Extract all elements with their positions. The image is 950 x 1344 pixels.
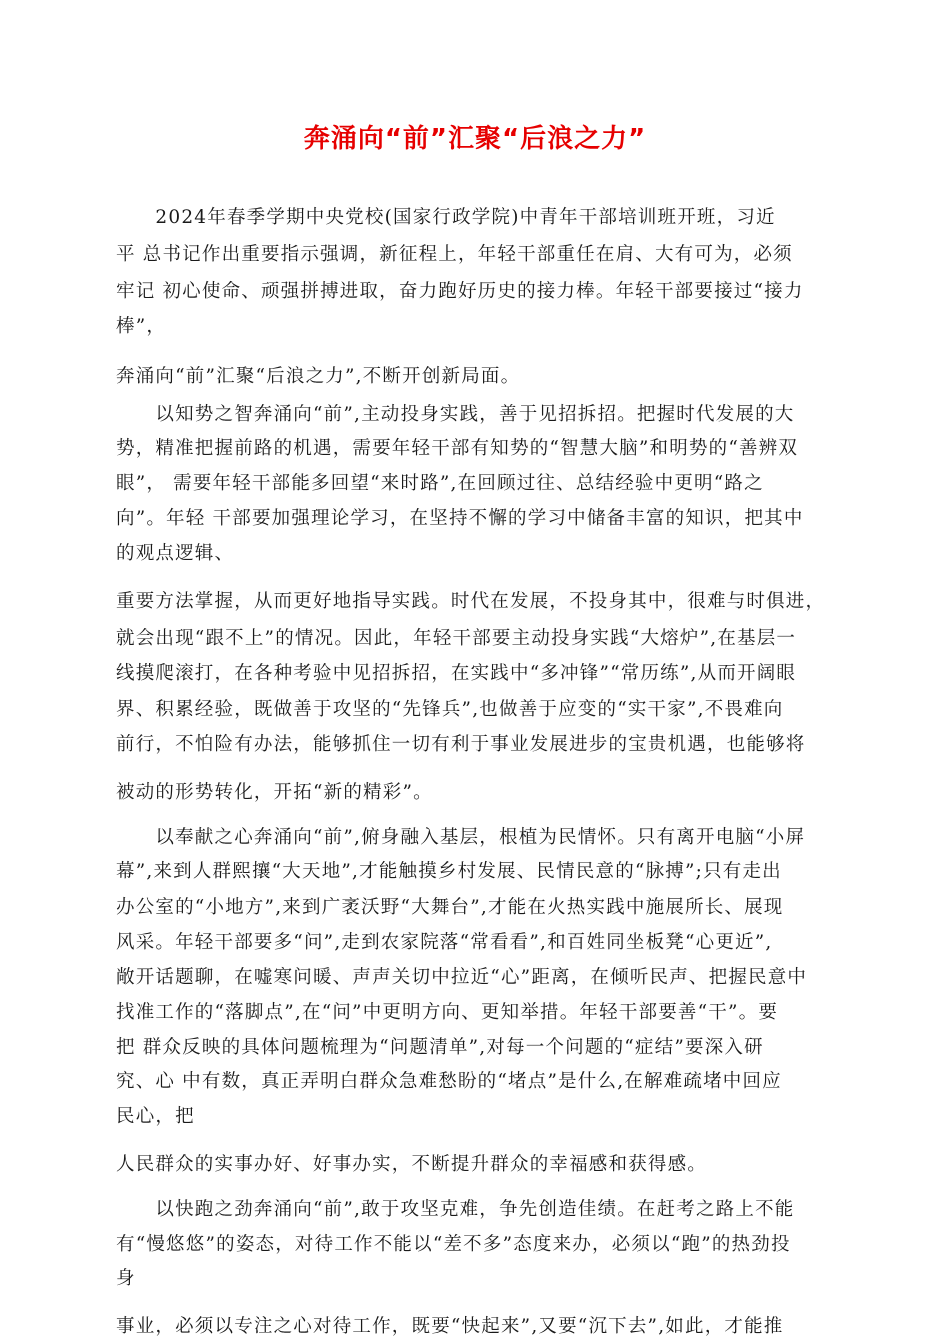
text-line: 被动的形势转化，开拓“新的精彩”。 [116,782,433,803]
text-line: 棒”， [116,316,167,337]
text-line: 幕”,来到人群熙攘“大天地”,才能触摸乡村发展、民情民意的“脉搏”;只有走出 [116,861,782,882]
text-line: 事业，必须以专注之心对待工作，既要“快起来”,又要“沉下去”,如此，才能推 [116,1316,784,1337]
text-line: 有“慢悠悠”的姿态，对待工作不能以“差不多”态度来办，必须以“跑”的热劲投 [116,1234,791,1255]
text-line: 敞开话题聊，在嘘寒问暖、声声关切中拉近“心”距离，在倾听民声、把握民意中 [116,967,808,988]
text-line: 民心，把 [116,1106,195,1127]
text-line: 找准工作的“落脚点”,在“问”中更明方向、更知举措。年轻干部要善“干”。要 [116,1002,779,1023]
text-line: 势，精准把握前路的机遇，需要年轻干部有知势的“智慧大脑”和明势的“善辨双 [116,438,799,459]
text-line: 把 群众反映的具体问题梳理为“问题清单”,对每一个问题的“症结”要深入研 [116,1037,764,1058]
text-line: 眼”， 需要年轻干部能多回望“来时路”,在回顾过往、总结经验中更明“路之 [116,473,764,494]
text-line: 牢记 初心使命、顽强拼搏进取，奋力跑好历史的接力棒。年轻干部要接过“接力 [116,281,804,302]
text-line: 前行，不怕险有办法，能够抓住一切有利于事业发展进步的宝贵机遇，也能够将 [116,734,806,755]
text-line: 界、积累经验，既做善于攻坚的“先锋兵”,也做善于应变的“实干家”,不畏难向 [116,699,784,720]
text-line: 办公室的“小地方”,来到广袤沃野“大舞台”,才能在火热实践中施展所长、展现 [116,897,784,918]
text-line: 以快跑之劲奔涌向“前”,敢于攻坚克难，争先创造佳绩。在赶考之路上不能 [116,1199,795,1220]
text-line: 就会出现“跟不上”的情况。因此，年轻干部要主动投身实践“大熔炉”,在基层一 [116,628,797,649]
text-line: 身 [116,1268,136,1289]
text-line: 向”。年轻 干部要加强理论学习，在坚持不懈的学习中储备丰富的知识，把其中 [116,508,804,529]
text-line: 究、心 中有数，真正弄明白群众急难愁盼的“堵点”是什么,在解难疏堵中回应 [116,1071,782,1092]
text-line: 的观点逻辑、 [116,543,235,564]
text-line: 以奉献之心奔涌向“前”,俯身融入基层，根植为民情怀。只有离开电脑“小屏 [116,827,806,848]
text-line: 人民群众的实事办好、好事办实，不断提升群众的幸福感和获得感。 [116,1154,708,1175]
text-line: 奔涌向“前”汇聚“后浪之力”,不断开创新局面。 [116,366,521,387]
text-line: 以知势之智奔涌向“前”,主动投身实践，善于见招拆招。把握时代发展的大 [116,404,795,425]
document-title: 奔涌向“前”汇聚“后浪之力” [303,124,647,154]
text-line: 2024年春季学期中央党校(国家行政学院)中青年干部培训班开班，习近 [116,207,776,228]
text-line: 重要方法掌握，从而更好地指导实践。时代在发展，不投身其中，很难与时俱进， [116,591,826,612]
text-line: 平 总书记作出重要指示强调，新征程上，年轻干部重任在肩、大有可为，必须 [116,244,793,265]
text-line: 线摸爬滚打，在各种考验中见招拆招，在实践中“多冲锋”“常历练”,从而开阔眼 [116,663,797,684]
text-line: 风采。年轻干部要多“问”,走到农家院落“常看看”,和百姓同坐板凳“心更近”, [116,932,773,953]
